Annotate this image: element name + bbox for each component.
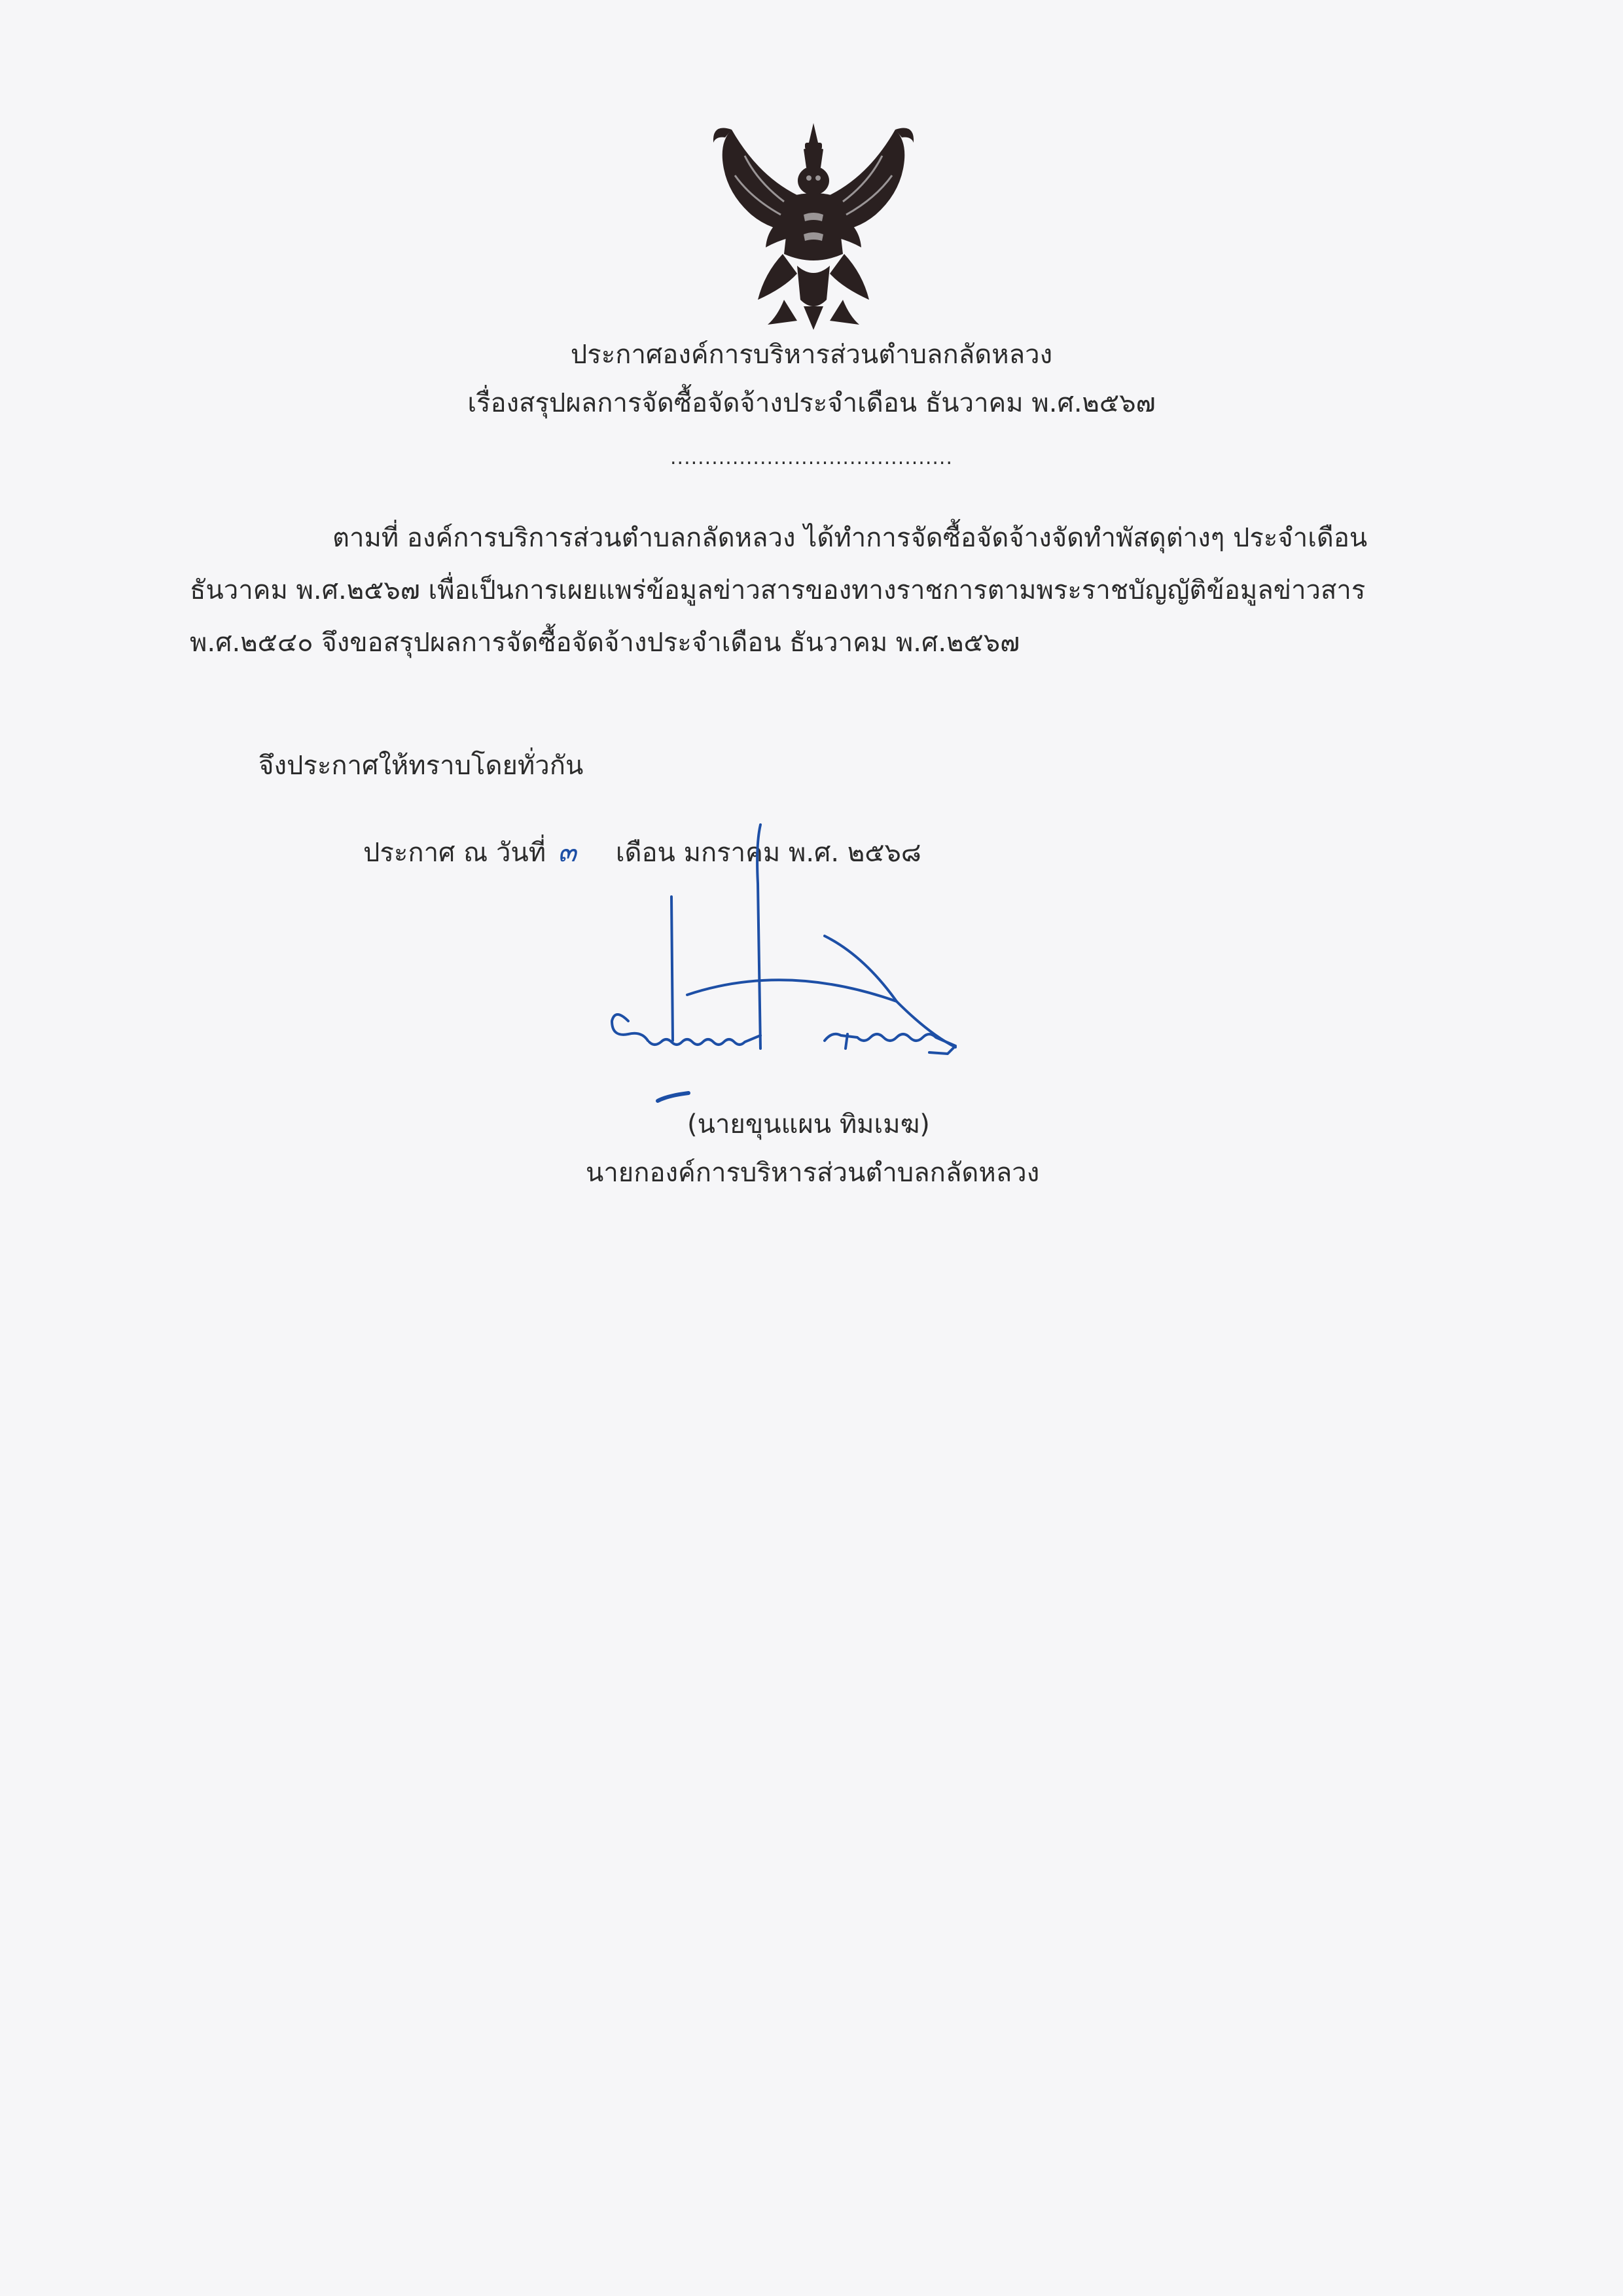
announcement-subject: เรื่องสรุปผลการจัดซื้อจัดจ้างประจำเดือน ธันวาคม พ.ศ.๒๕๖๗: [467, 388, 1156, 418]
body-paragraph-line-1: ตามที่ องค์การบริการส่วนตำบลกลัดหลวง ได้ทำการจัดซื้อจัดจ้างจัดทำพัสดุต่างๆ ประจำเดือน: [332, 523, 1368, 553]
announcement-title: ประกาศองค์การบริหารส่วนตำบลกลัดหลวง: [570, 340, 1053, 370]
title-separator: .........................................: [670, 446, 953, 469]
garuda-emblem-icon: [705, 117, 921, 332]
date-prefix: ประกาศ ณ วันที่: [363, 838, 546, 868]
body-paragraph-line-3: พ.ศ.๒๕๔๐ จึงขอสรุปผลการจัดซื้อจัดจ้างประจำเดือน ธันวาคม พ.ศ.๒๕๖๗: [190, 628, 1020, 658]
date-month-year: เดือน มกราคม พ.ศ. ๒๕๖๘: [615, 838, 921, 868]
body-paragraph-line-2: ธันวาคม พ.ศ.๒๕๖๗ เพื่อเป็นการเผยแพร่ข้อมูลข่าวสารของทางราชการตามพระราชบัญญัติข้อมูลข่าวสาร: [190, 575, 1366, 605]
date-day-handwritten: ๓: [558, 836, 577, 868]
signer-position: นายกองค์การบริหารส่วนตำบลกลัดหลวง: [586, 1158, 1040, 1188]
signer-name: (นายขุนแผน ทิมเมฆ): [687, 1109, 930, 1139]
announcement-closing: จึงประกาศให้ทราบโดยทั่วกัน: [259, 751, 584, 781]
handwritten-signature: [589, 805, 1047, 1145]
